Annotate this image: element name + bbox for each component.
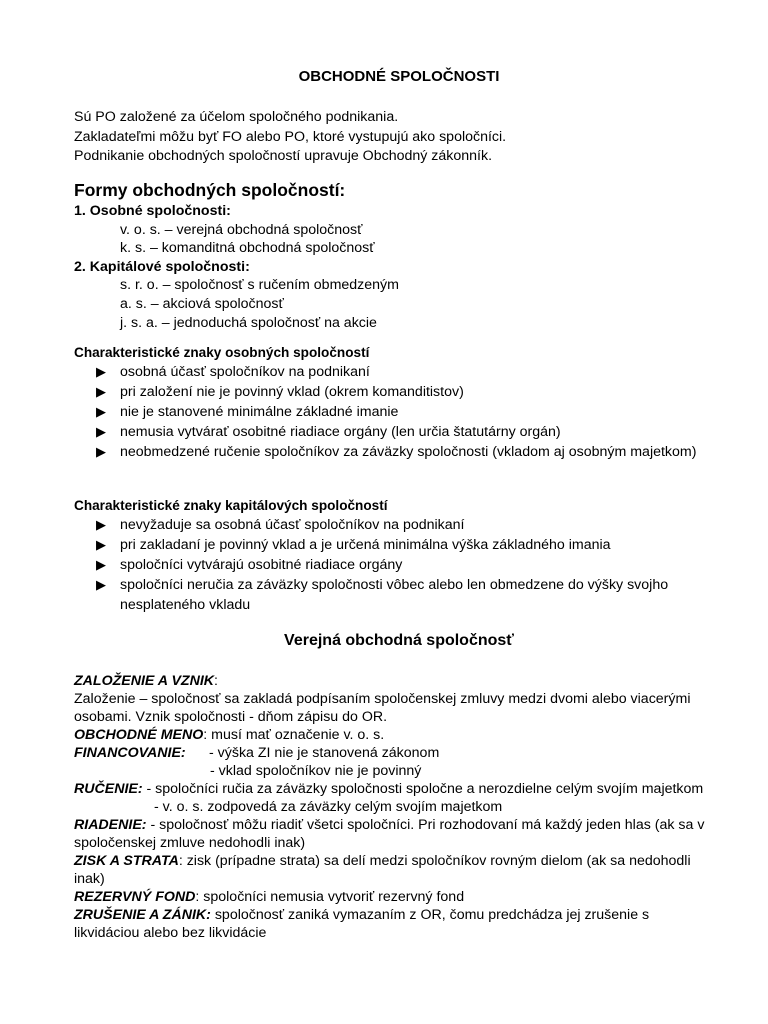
liability-row: RUČENIE: - spoločníci ručia za záväzky spoločnosti spoločne a nerozdielne celým svojím majetkom xyxy=(74,781,704,797)
list-item: ▶ nie je stanovené minimálne základné imanie xyxy=(96,404,399,420)
forms-heading: Formy obchodných spoločností: xyxy=(74,180,346,200)
founding-row: ZALOŽENIE A VZNIK: xyxy=(74,673,218,689)
intro-paragraph xyxy=(74,108,714,167)
document-title: OBCHODNÉ SPOLOČNOSTI xyxy=(298,68,500,85)
financing-label: FINANCOVANIE: xyxy=(74,745,186,761)
arrow-bullet-icon: ▶ xyxy=(96,384,106,399)
form-item: k. s. – komanditná obchodná spoločnosť xyxy=(120,240,375,257)
capital-companies-label: 2. Kapitálové spoločnosti: xyxy=(74,258,250,275)
arrow-bullet-icon: ▶ xyxy=(96,364,106,379)
dissolution-row: ZRUŠENIE A ZÁNIK: spoločnosť zaniká vymazaním z OR, čomu predchádza jej zrušenie s likvidáciou alebo bez likvidácie xyxy=(74,907,650,941)
list-item: ▶ spoločníci vytvárajú osobitné riadiace orgány xyxy=(96,557,403,573)
arrow-bullet-icon: ▶ xyxy=(96,424,106,439)
founding-label: ZALOŽENIE A VZNIK xyxy=(74,673,215,689)
forms-list xyxy=(74,202,714,332)
intro-line: Sú PO založené za účelom spoločného podnikania. xyxy=(74,109,399,125)
vos-section xyxy=(74,672,714,942)
personal-characteristics xyxy=(74,345,714,462)
arrow-bullet-icon: ▶ xyxy=(96,404,106,419)
list-item: ▶ pri zakladaní je povinný vklad a je určená minimálna výška základného imania xyxy=(96,537,611,553)
personal-companies-label: 1. Osobné spoločnosti: xyxy=(74,203,231,219)
founding-text: Založenie – spoločnosť sa zakladá podpísaním spoločenskej zmluvy medzi dvomi alebo viacerými osobami. Vznik spoločnosti - dňom zápisu do OR. xyxy=(74,691,691,725)
capital-characteristics-list xyxy=(74,515,714,615)
list-item: ▶ spoločníci neručia za záväzky spoločnosti vôbec alebo len obmedzene do výšky svojho nesplateného vkladu xyxy=(96,577,669,613)
vos-heading: Verejná obchodná spoločnosť xyxy=(284,632,514,649)
form-item: v. o. s. – verejná obchodná spoločnosť xyxy=(120,221,363,238)
intro-line: Podnikanie obchodných spoločností upravuje Obchodný zákonník. xyxy=(74,148,493,164)
financing-row: FINANCOVANIE: - výška ZI nie je stanovená zákonom xyxy=(74,745,440,761)
reserve-label: REZERVNÝ FOND xyxy=(74,889,196,905)
form-item: s. r. o. – spoločnosť s ručením obmedzeným xyxy=(120,277,399,294)
personal-characteristics-list xyxy=(74,362,714,462)
list-item: ▶ pri založení nie je povinný vklad (okrem komanditistov) xyxy=(96,384,464,400)
profit-label: ZISK A STRATA xyxy=(74,853,179,869)
dissolution-label: ZRUŠENIE A ZÁNIK: xyxy=(74,907,211,923)
reserve-row: REZERVNÝ FOND: spoločníci nemusia vytvoriť rezervný fond xyxy=(74,889,465,905)
capital-characteristics-heading: Charakteristické znaky kapitálových spoločností xyxy=(74,498,388,513)
management-row: RIADENIE: - spoločnosť môžu riadiť všetci spoločníci. Pri rozhodovaní má každý jeden hlas (ak sa v spoločenskej zmluve nedohodli inak) xyxy=(74,817,705,851)
capital-characteristics xyxy=(74,498,714,615)
list-item: ▶ nemusia vytvárať osobitné riadiace orgány (len určia štatutárny orgán) xyxy=(96,424,561,440)
name-row: OBCHODNÉ MENO: musí mať označenie v. o. s. xyxy=(74,727,385,743)
form-item: j. s. a. – jednoduchá spoločnosť na akcie xyxy=(120,314,377,331)
arrow-bullet-icon: ▶ xyxy=(96,557,106,572)
arrow-bullet-icon: ▶ xyxy=(96,577,106,592)
arrow-bullet-icon: ▶ xyxy=(96,444,106,459)
intro-line: Zakladateľmi môžu byť FO alebo PO, ktoré vystupujú ako spoločníci. xyxy=(74,128,507,145)
name-label: OBCHODNÉ MENO xyxy=(74,727,204,743)
liability-label: RUČENIE: xyxy=(74,781,143,797)
profit-row: ZISK A STRATA: zisk (prípadne strata) sa delí medzi spoločníkov rovným dielom (ak sa nedohodli inak) xyxy=(74,853,691,887)
list-item: ▶ osobná účasť spoločníkov na podnikaní xyxy=(96,364,370,380)
arrow-bullet-icon: ▶ xyxy=(96,517,106,532)
list-item: ▶ neobmedzené ručenie spoločníkov za záväzky spoločnosti (vkladom aj osobným majetkom) xyxy=(96,444,697,460)
personal-characteristics-heading: Charakteristické znaky osobných spoločností xyxy=(74,345,370,360)
financing-row-2: - vklad spoločníkov nie je povinný xyxy=(210,763,422,779)
form-item: a. s. – akciová spoločnosť xyxy=(120,295,284,312)
list-item: ▶ nevyžaduje sa osobná účasť spoločníkov na podnikaní xyxy=(96,517,465,533)
management-label: RIADENIE: xyxy=(74,817,147,833)
liability-row-2: - v. o. s. zodpovedá za záväzky celým svojím majetkom xyxy=(154,799,503,815)
arrow-bullet-icon: ▶ xyxy=(96,537,106,552)
